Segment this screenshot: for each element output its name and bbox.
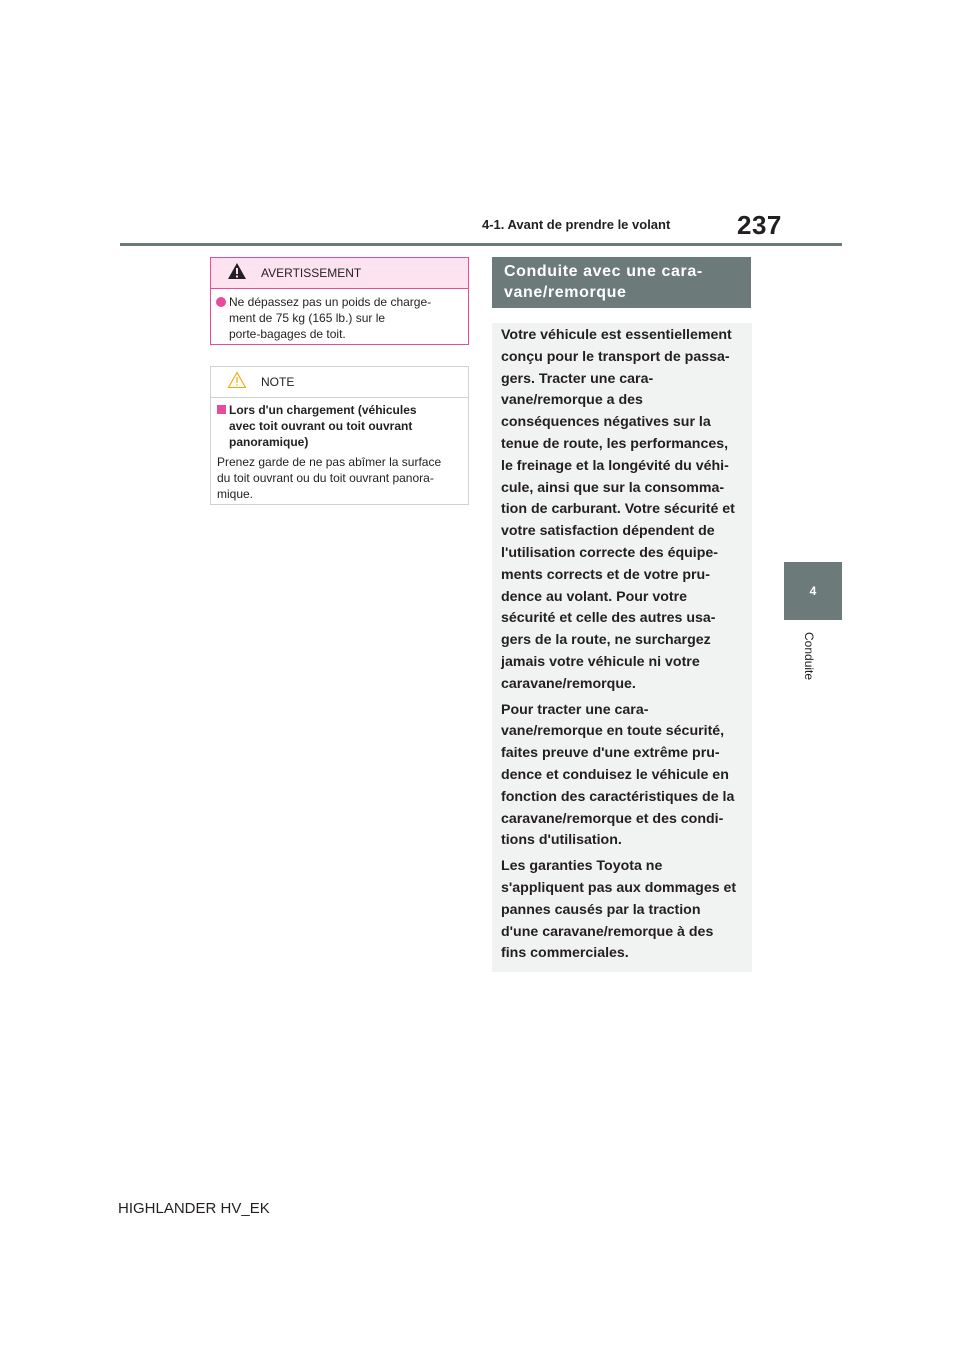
text-line: Les garanties Toyota ne <box>501 858 663 875</box>
warning-line: Ne dépassez pas un poids de charge- <box>229 295 432 309</box>
text-line: dence et conduisez le véhicule en <box>501 766 729 783</box>
section-title-line: Conduite avec une cara- <box>504 263 703 280</box>
note-header <box>211 367 468 398</box>
warning-line: porte-bagages de toit. <box>229 327 346 341</box>
warning-triangle-icon <box>227 262 247 280</box>
bullet-icon <box>216 297 226 307</box>
text-line: pannes causés par la traction <box>501 901 701 918</box>
note-text-line: Prenez garde de ne pas abîmer la surface <box>217 455 442 469</box>
text-line: cule, ainsi que sur la consomma- <box>501 479 725 496</box>
text-line: conçu pour le transport de passa- <box>501 348 730 365</box>
chapter-label: Conduite <box>802 632 816 681</box>
text-line: sécurité et celle des autres usa- <box>501 610 716 627</box>
warning-box <box>210 257 469 345</box>
warning-body <box>211 289 468 342</box>
text-line: Pour tracter une cara- <box>501 701 649 718</box>
text-line: tions d'utilisation. <box>501 832 622 849</box>
text-line: d'une caravane/remorque à des <box>501 923 714 940</box>
text-line: fonction des caractéristiques de la <box>501 788 735 805</box>
note-text <box>217 454 460 502</box>
footer-model: HIGHLANDER HV_EK <box>118 1200 270 1217</box>
note-heading <box>217 402 460 450</box>
warning-title: AVERTISSEMENT <box>261 266 362 280</box>
paragraph-3 <box>501 856 746 965</box>
text-line: jamais votre véhicule ni votre <box>501 653 700 670</box>
page-number: 237 <box>737 210 782 240</box>
text-line: le freinage et la longévité du véhi- <box>501 457 729 474</box>
square-bullet-icon <box>217 405 226 414</box>
note-body <box>211 398 468 502</box>
warning-line: ment de 75 kg (165 lb.) sur le <box>229 311 386 325</box>
text-line: conséquences négatives sur la <box>501 414 711 431</box>
chapter-tab[interactable]: 4 <box>784 562 842 620</box>
text-line: s'appliquent pas aux dommages et <box>501 879 737 896</box>
text-line: caravane/remorque. <box>501 675 636 692</box>
text-line: gers de la route, ne surchargez <box>501 632 711 649</box>
section-title-line: vane/remorque <box>504 284 627 301</box>
note-heading-line: panoramique) <box>229 435 309 449</box>
text-line: caravane/remorque et des condi- <box>501 810 724 827</box>
note-text-line: mique. <box>217 487 254 501</box>
note-box <box>210 366 469 505</box>
text-line: fins commerciales. <box>501 945 629 962</box>
text-line: l'utilisation correcte des équipe- <box>501 544 719 561</box>
text-line: votre satisfaction dépendent de <box>501 523 715 540</box>
text-line: dence au volant. Pour votre <box>501 588 688 605</box>
text-line: gers. Tracter une cara- <box>501 370 654 387</box>
note-heading-line: Lors d'un chargement (véhicules <box>229 403 417 417</box>
note-title: NOTE <box>261 375 295 389</box>
section-header <box>492 257 751 308</box>
text-line: tion de carburant. Votre sécurité et <box>501 501 735 518</box>
note-text-line: du toit ouvrant ou du toit ouvrant panora- <box>217 471 434 485</box>
caution-triangle-icon <box>227 371 247 389</box>
paragraph-1 <box>501 325 746 696</box>
text-line: tenue de route, les performances, <box>501 435 729 452</box>
text-line: ments corrects et de votre pru- <box>501 566 710 583</box>
section-title: 4-1. Avant de prendre le volant <box>482 217 671 232</box>
note-heading-line: avec toit ouvrant ou toit ouvrant <box>229 419 413 433</box>
text-line: faites preuve d'une extrême pru- <box>501 745 720 762</box>
warning-header <box>211 258 468 289</box>
text-line: vane/remorque en toute sécurité, <box>501 723 725 740</box>
text-line: vane/remorque a des <box>501 392 643 409</box>
section-body <box>492 323 752 972</box>
header-divider <box>120 243 842 246</box>
paragraph-2 <box>501 700 746 853</box>
text-line: Votre véhicule est essentiellement <box>501 327 732 343</box>
